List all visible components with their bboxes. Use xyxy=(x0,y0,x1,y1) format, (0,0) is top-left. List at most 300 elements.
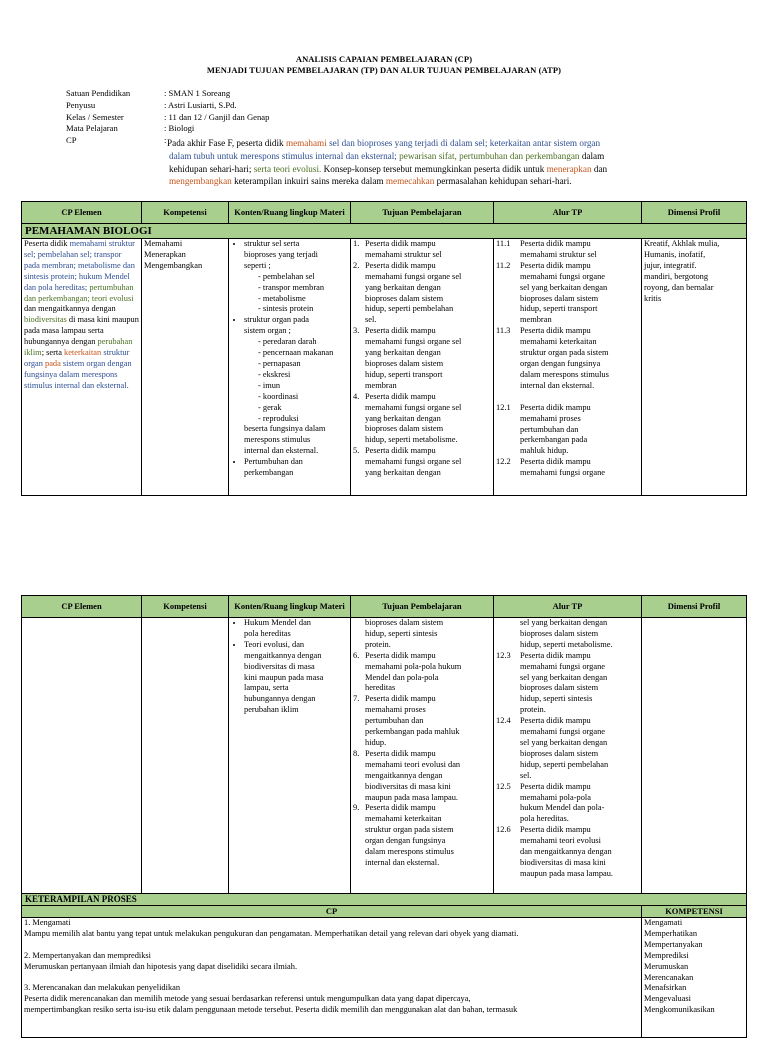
numbered-item xyxy=(496,239,639,261)
meta-value: : Biologi xyxy=(164,123,195,134)
item-line: memahami keterkaitan xyxy=(365,814,442,824)
item-number: 8. xyxy=(353,748,360,758)
item-line: sel yang berkaitan dengan xyxy=(520,282,608,292)
alur-items xyxy=(496,651,639,880)
konten-sublist xyxy=(244,272,348,316)
kp-title-row xyxy=(22,894,747,906)
cp-text: dalam tubuh untuk merespons stimulus internal dan eksternal; xyxy=(169,150,397,161)
konten-subitem: - gerak xyxy=(258,403,348,414)
numbered-item xyxy=(353,326,491,391)
kp-cp-cell xyxy=(22,918,642,1038)
alur-list xyxy=(496,239,639,495)
kp-cp-text xyxy=(24,918,639,1016)
numbered-item xyxy=(353,651,491,695)
table-header-row xyxy=(22,596,747,618)
item-line: Peserta didik mampu xyxy=(365,260,436,270)
kp-kompetensi-cell xyxy=(642,918,747,1038)
numbered-item xyxy=(496,392,639,403)
cp-elemen-part: pertumbuhan dan perkembangan; xyxy=(24,282,134,303)
item-line: hidup, seperti metabolisme. xyxy=(365,435,458,445)
table-row xyxy=(22,618,747,894)
item-line: memahami keterkaitan xyxy=(520,337,597,347)
meta-value: : Astri Lusiarti, S.Pd. xyxy=(164,99,237,110)
konten-subitem: - pencernaan makanan xyxy=(258,348,348,359)
meta-value: : 11 dan 12 / Ganjil dan Genap xyxy=(164,111,270,122)
kp-line: 3. Merencanakan dan melakukan penyelidikan xyxy=(24,983,181,993)
cp-elemen-part: teori evolusi xyxy=(89,293,134,303)
item-line: memahami teori evolusi dan xyxy=(365,759,461,769)
alur-line: hidup, seperti metabolisme. xyxy=(520,639,613,649)
item-body xyxy=(520,782,604,826)
cp-elemen-part: perubahan iklim xyxy=(24,337,133,358)
meta-row xyxy=(66,123,269,135)
cp-line xyxy=(169,175,704,188)
konten-subitem: - pembelahan sel xyxy=(258,272,348,283)
item-line: Peserta didik mampu xyxy=(365,326,436,336)
item-number: 12.5 xyxy=(496,781,511,791)
konten-sublist xyxy=(244,337,348,424)
dimensi-text: Humanis, inofatif, xyxy=(644,249,706,259)
item-body xyxy=(365,651,461,695)
kp-kompetensi-header: KOMPETENSI xyxy=(642,906,747,918)
alur-cell xyxy=(494,618,642,894)
item-line: Peserta didik mampu xyxy=(365,446,436,456)
item-line: Peserta didik mampu xyxy=(520,239,591,248)
numbered-item xyxy=(496,651,639,716)
cp-text: memahami xyxy=(285,138,327,148)
konten-text: Pertumbuhan dan xyxy=(244,457,303,467)
cp-text: menerapkan xyxy=(546,163,592,174)
item-line: memahami proses xyxy=(365,705,426,715)
item-line: pertumbuhan dan xyxy=(365,716,424,726)
kp-kompetensi-item: Mengevaluasi xyxy=(644,994,691,1004)
konten-subitem: - sintesis protein xyxy=(258,304,348,315)
kp-header-row xyxy=(22,906,747,918)
konten-text: mengaitkannya dengan xyxy=(244,650,322,660)
item-line: sel. xyxy=(520,770,532,780)
item-line: memahami fungsi organe sel xyxy=(365,457,462,467)
header-tujuan: Tujuan Pembelajaran xyxy=(351,202,494,224)
dimensi-text: kritis xyxy=(644,293,662,303)
item-line: memahami struktur sel xyxy=(520,249,597,259)
item-line: hukum Mendel dan pola- xyxy=(520,803,605,813)
kp-row xyxy=(22,918,747,1038)
item-line: hidup, seperti pembelahan xyxy=(520,759,609,769)
item-number: 9. xyxy=(353,803,360,813)
item-line: memahami fungsi organe sel xyxy=(365,271,462,281)
item-line: Peserta didik mampu xyxy=(365,694,436,704)
item-line: memahami fungsi organe xyxy=(520,468,605,478)
konten-text: Teori evolusi, dan xyxy=(244,639,305,649)
item-line: Peserta didik mampu xyxy=(365,748,436,758)
item-line: perkembangan pada mahluk xyxy=(365,727,460,737)
item-line: mengaitkannya dengan xyxy=(365,770,443,780)
cp-paragraph xyxy=(164,137,704,188)
item-number: 12.6 xyxy=(496,825,511,835)
item-line: struktur organ pada sistem xyxy=(520,348,609,358)
item-line: pertumbuhan dan xyxy=(520,424,579,434)
kp-kompetensi-item: Memperhatikan xyxy=(644,928,698,938)
cp-text: pewarisan sifat, pertumbuhan dan perkembangan xyxy=(396,150,580,161)
item-line: memahami fungsi organe sel xyxy=(365,402,462,412)
header-alur: Alur TP xyxy=(494,202,642,224)
item-body xyxy=(365,239,442,261)
cp-elemen-part: struktur organ xyxy=(24,348,130,368)
cp-elemen-part: di masa kini maupun pada masa lampau serta hubungannya dengan xyxy=(24,315,139,347)
cp-text: serta teori evolusi. xyxy=(251,163,322,174)
item-line: maupun pada masa lampau. xyxy=(520,868,614,878)
kp-kompetensi-item: Menafsirkan xyxy=(644,983,687,993)
cp-line xyxy=(169,163,704,176)
kompetensi-cell xyxy=(142,239,229,496)
konten-item xyxy=(244,640,348,716)
cp-text: permasalahan kehidupan sehari-hari. xyxy=(434,176,572,187)
item-number: 12.3 xyxy=(496,650,511,660)
cp-text: kehidupan sehari-hari; xyxy=(169,163,252,174)
konten-text: seperti ; xyxy=(244,260,271,270)
item-line: hidup, seperti transport xyxy=(520,304,598,314)
meta-key: Penyusu xyxy=(66,99,96,110)
kp-kompetensi-item: Mengkomunikasikan xyxy=(644,1005,715,1015)
konten-text: sistem organ ; xyxy=(244,326,291,336)
table-header-row xyxy=(22,202,747,224)
cp-line xyxy=(169,150,704,163)
kp-line: 2. Mempertanyakan dan memprediksi xyxy=(24,950,151,960)
numbered-item xyxy=(353,239,491,261)
analysis-table-page1 xyxy=(21,201,747,496)
cp-elemen-part: Peserta didik xyxy=(24,239,70,248)
konten-list xyxy=(231,239,348,495)
konten-text: kini maupun pada masa xyxy=(244,672,324,682)
item-line: memahami fungsi organe xyxy=(520,661,605,671)
item-line: perkembangan pada xyxy=(520,435,588,445)
header-konten: Konten/Ruang lingkup Materi xyxy=(229,202,351,224)
item-line: bioproses dalam sistem xyxy=(365,358,444,368)
kp-line xyxy=(24,973,639,984)
table-row xyxy=(22,239,747,496)
item-line: pola hereditas. xyxy=(520,814,569,824)
item-body xyxy=(520,651,607,716)
item-line: bioproses dalam sistem xyxy=(520,683,599,693)
dimensi-text: mandiri, bergotong xyxy=(644,271,709,281)
alur-continuation xyxy=(496,618,639,651)
kp-kompetensi-item: Merencanakan xyxy=(644,972,694,982)
header-dimensi: Dimensi Profil xyxy=(642,596,747,618)
item-line: Peserta didik mampu xyxy=(520,716,591,726)
item-line: Peserta didik mampu xyxy=(365,650,436,660)
item-line: dalam merespons stimulus xyxy=(520,369,609,379)
kp-kompetensi-item: Memprediksi xyxy=(644,950,689,960)
item-body xyxy=(365,392,461,447)
item-body xyxy=(520,261,607,326)
konten-item xyxy=(244,239,348,315)
document-title-line1: ANALISIS CAPAIAN PEMBELAJARAN (CP) xyxy=(295,54,473,64)
item-body xyxy=(365,803,454,868)
kp-kompetensi-list xyxy=(644,918,744,1016)
numbered-item xyxy=(353,749,491,804)
konten-text: struktur sel serta xyxy=(244,239,300,248)
cp-line xyxy=(167,137,704,150)
analysis-table-page2 xyxy=(21,595,747,1038)
item-line: memahami struktur sel xyxy=(365,249,442,259)
dimensi-cell xyxy=(642,618,747,894)
konten-text: lampau, serta xyxy=(244,683,289,693)
konten-text: biodiversitas di masa xyxy=(244,661,315,671)
konten-subitem: - imun xyxy=(258,381,348,392)
item-line: dalam merespons stimulus xyxy=(365,847,454,857)
item-line: membran xyxy=(520,315,552,325)
item-line: hidup, seperti sintesis xyxy=(520,694,593,704)
alur-line: sel yang berkaitan dengan xyxy=(520,618,608,627)
numbered-item xyxy=(353,803,491,868)
item-body xyxy=(520,239,597,261)
item-number: 12.4 xyxy=(496,716,511,726)
item-line: Mendel dan pola-pola xyxy=(365,672,439,682)
item-line: yang berkaitan dengan xyxy=(365,468,441,478)
item-line: bioproses dalam sistem xyxy=(365,424,444,434)
item-line: mahluk hidup. xyxy=(520,446,569,456)
section-row xyxy=(22,224,747,239)
item-number: 6. xyxy=(353,650,360,660)
item-line: Peserta didik mampu xyxy=(365,391,436,401)
cp-elemen-part: biodiversitas xyxy=(24,315,67,325)
numbered-item xyxy=(496,457,639,479)
konten-text: perubahan iklim xyxy=(244,705,299,715)
item-line: memahami fungsi organe sel xyxy=(365,337,462,347)
numbered-item xyxy=(353,446,491,479)
item-line: hidup, seperti pembelahan xyxy=(365,304,454,314)
item-line: organ dengan fungsinya xyxy=(520,358,601,368)
item-line: Peserta didik mampu xyxy=(520,457,591,467)
item-line: Peserta didik mampu xyxy=(520,650,591,660)
meta-value: : SMAN 1 Soreang xyxy=(164,88,231,98)
item-line: memahami fungsi organe xyxy=(520,727,605,737)
cp-elemen-part: keterkaitan xyxy=(64,348,102,358)
item-number: 5. xyxy=(353,446,360,456)
item-line: internal dan eksternal. xyxy=(520,380,595,390)
numbered-item xyxy=(353,261,491,326)
meta-key: Mata Pelajaran xyxy=(66,123,118,134)
item-number: 11.1 xyxy=(496,239,511,248)
item-line: maupun pada masa lampau. xyxy=(365,792,459,802)
item-line: sel. xyxy=(365,315,377,325)
cp-elemen-cell xyxy=(22,239,142,496)
item-body xyxy=(365,446,461,479)
header-kompetensi: Kompetensi xyxy=(142,596,229,618)
cp-elemen-text xyxy=(24,239,139,495)
cp-elemen-part: pada xyxy=(45,358,61,368)
item-number: 11.2 xyxy=(496,260,511,270)
konten-item xyxy=(244,457,348,479)
item-line: Peserta didik mampu xyxy=(520,402,591,412)
numbered-item xyxy=(496,403,639,458)
cp-text: Konsep-konsep tersebut memungkinkan peserta didik untuk xyxy=(321,163,547,174)
item-body xyxy=(365,694,459,749)
cp-text: memecahkan xyxy=(385,176,435,187)
konten-text: struktur organ pada xyxy=(244,315,309,325)
item-number: 12.2 xyxy=(496,457,511,467)
kompetensi-item: Menerapkan xyxy=(144,249,186,259)
item-line: memahami fungsi organe xyxy=(520,271,605,281)
item-line: organ dengan fungsinya xyxy=(365,836,446,846)
item-line: Peserta didik mampu xyxy=(365,803,436,813)
konten-subitem: - ekskresi xyxy=(258,370,348,381)
item-body xyxy=(520,326,609,391)
numbered-item xyxy=(353,392,491,447)
konten-subitem: - pernapasan xyxy=(258,359,348,370)
item-body xyxy=(365,749,460,804)
konten-text: beserta fungsinya dalam xyxy=(244,424,326,434)
item-number: 12.1 xyxy=(496,402,511,412)
header-tujuan: Tujuan Pembelajaran xyxy=(351,596,494,618)
kp-line: 1. Mengamati xyxy=(24,918,71,927)
cp-elemen-part: memahami struktur sel; pembelahan sel; transpor pada membran; metabolisme dan sintesis protein; hukum Mendel dan pola hereditas; xyxy=(24,239,135,292)
item-number: 1. xyxy=(353,239,360,248)
item-line: biodiversitas di masa kini xyxy=(365,781,451,791)
tujuan-line: bioproses dalam sistem xyxy=(365,618,444,627)
cp-elemen-cell xyxy=(22,618,142,894)
cp-elemen-part: ; serta xyxy=(41,348,65,358)
konten-cell xyxy=(229,618,351,894)
header-kompetensi: Kompetensi xyxy=(142,202,229,224)
item-line: sel yang berkaitan dengan xyxy=(520,672,608,682)
item-body xyxy=(520,716,608,781)
item-body xyxy=(365,261,461,326)
item-line: hidup, seperti transport xyxy=(365,369,443,379)
cp-text: mengembangkan xyxy=(169,176,232,187)
item-line: Peserta didik mampu xyxy=(520,326,591,336)
cp-elemen-part: sistem organ dengan fungsinya dalam merespons stimulus internal dan eksternal. xyxy=(24,358,132,390)
meta-row xyxy=(66,112,269,124)
header-cp-elemen: CP Elemen xyxy=(22,596,142,618)
item-body xyxy=(520,403,591,458)
item-line: internal dan eksternal. xyxy=(365,857,440,867)
konten-text: Hukum Mendel dan xyxy=(244,618,311,627)
item-line: bioproses dalam sistem xyxy=(520,748,599,758)
tujuan-items xyxy=(353,651,491,869)
numbered-item xyxy=(353,694,491,749)
konten-text: perkembangan xyxy=(244,468,294,478)
konten-subitem: - metabolisme xyxy=(258,294,348,305)
konten-subitem: - peredaran darah xyxy=(258,337,348,348)
tujuan-continuation xyxy=(353,618,491,651)
kp-kompetensi-item: Merumuskan xyxy=(644,961,689,971)
konten-text: hubungannya dengan xyxy=(244,694,316,704)
item-number: 11.3 xyxy=(496,326,511,336)
item-number xyxy=(496,392,520,403)
konten-item xyxy=(244,618,348,640)
item-line: protein. xyxy=(520,705,546,715)
numbered-item xyxy=(496,261,639,326)
konten-bullets xyxy=(231,618,348,716)
alur-list xyxy=(496,618,639,893)
meta-key: Kelas / Semester xyxy=(66,111,124,122)
meta-key: Satuan Pendidikan xyxy=(66,88,131,98)
item-line: yang berkaitan dengan xyxy=(365,282,441,292)
cp-text: dan xyxy=(591,163,608,174)
konten-item xyxy=(244,315,348,457)
item-line: hereditas xyxy=(365,683,396,693)
numbered-item xyxy=(496,326,639,391)
cp-text: sel dan bioproses yang terjadi di dalam sel; keterkaitan antar sistem organ xyxy=(326,138,601,148)
header-alur: Alur TP xyxy=(494,596,642,618)
konten-cell xyxy=(229,239,351,496)
item-body xyxy=(520,457,605,479)
kp-line xyxy=(24,940,639,951)
document-title-line2: MENJADI TUJUAN PEMBELAJARAN (TP) DAN ALUR TUJUAN PEMBELAJARAN (ATP) xyxy=(206,65,562,75)
meta-key: CP xyxy=(66,135,77,146)
item-number: 7. xyxy=(353,694,360,704)
section-title: PEMAHAMAN BIOLOGI xyxy=(22,224,747,239)
konten-text: bioproses yang terjadi xyxy=(244,249,318,259)
cp-elemen-part: dan mengaitkannya dengan xyxy=(24,304,116,314)
kp-kompetensi-item: Mempertanyakan xyxy=(644,939,703,949)
item-number: 4. xyxy=(353,391,360,401)
alur-cell xyxy=(494,239,642,496)
kp-line: Merumuskan pertanyaan ilmiah dan hipotesis yang dapat diselidiki secara ilmiah. xyxy=(24,961,298,971)
item-line: Peserta didik mampu xyxy=(520,781,591,791)
dimensi-text: royong, dan bernalar xyxy=(644,282,714,292)
item-line: Peserta didik mampu xyxy=(520,825,591,835)
item-line: bioproses dalam sistem xyxy=(365,293,444,303)
konten-text: internal dan eksternal. xyxy=(244,446,319,456)
kp-line: Mampu memilih alat bantu yang tepat untuk melakukan pengukuran dan pengamatan. Memperhatikan detail yang relevan dari obyek yang diamati. xyxy=(24,928,519,938)
alur-line: bioproses dalam sistem xyxy=(520,628,599,638)
item-line: hidup. xyxy=(365,737,387,747)
konten-subitem: - koordinasi xyxy=(258,392,348,403)
item-line: memahami pola-pola xyxy=(520,792,591,802)
konten-subitem: - reproduksi xyxy=(258,414,348,425)
cp-text: keterampilan inkuiri sains mereka dalam xyxy=(231,176,386,187)
kompetensi-cell xyxy=(142,618,229,894)
tujuan-cell xyxy=(351,618,494,894)
item-number: 2. xyxy=(353,260,360,270)
tujuan-line: protein. xyxy=(365,639,391,649)
item-line: biodiversitas di masa kini xyxy=(520,857,606,867)
kompetensi-item: Memahami xyxy=(144,239,183,248)
numbered-item xyxy=(496,716,639,781)
item-line: bioproses dalam sistem xyxy=(520,293,599,303)
meta-value: : xyxy=(164,135,167,146)
cp-text: Pada akhir Fase F, peserta didik xyxy=(167,138,286,148)
item-line: membran xyxy=(365,380,397,390)
dimensi-cell xyxy=(642,239,747,496)
item-line: Peserta didik mampu xyxy=(365,239,436,248)
tujuan-list xyxy=(353,239,491,495)
numbered-item xyxy=(496,825,639,880)
item-line: Peserta didik mampu xyxy=(520,260,591,270)
header-cp-elemen: CP Elemen xyxy=(22,202,142,224)
konten-text: merespons stimulus xyxy=(244,435,311,445)
item-line: dan mengaitkannya dengan xyxy=(520,847,612,857)
meta-row xyxy=(66,88,269,100)
tujuan-list xyxy=(353,618,491,893)
kp-line: Peserta didik merencanakan dan memilih metode yang sesuai berdasarkan referensi untuk mengumpulkan data yang dapat dipercaya, xyxy=(24,994,471,1004)
dimensi-text: jujur, integratif. xyxy=(644,260,697,270)
kompetensi-item: Mengembangkan xyxy=(144,260,203,270)
header-dimensi: Dimensi Profil xyxy=(642,202,747,224)
item-line: sel yang berkaitan dengan xyxy=(520,737,608,747)
item-body xyxy=(365,326,461,391)
item-line: struktur organ pada sistem xyxy=(365,825,454,835)
tujuan-line: hidup, seperti sintesis xyxy=(365,628,438,638)
cp-text: dalam xyxy=(579,150,605,161)
konten-subitem: - transpor membran xyxy=(258,283,348,294)
konten-text: pola hereditas xyxy=(244,628,291,638)
item-line: yang berkaitan dengan xyxy=(365,413,441,423)
tujuan-cell xyxy=(351,239,494,496)
meta-row xyxy=(66,100,269,112)
